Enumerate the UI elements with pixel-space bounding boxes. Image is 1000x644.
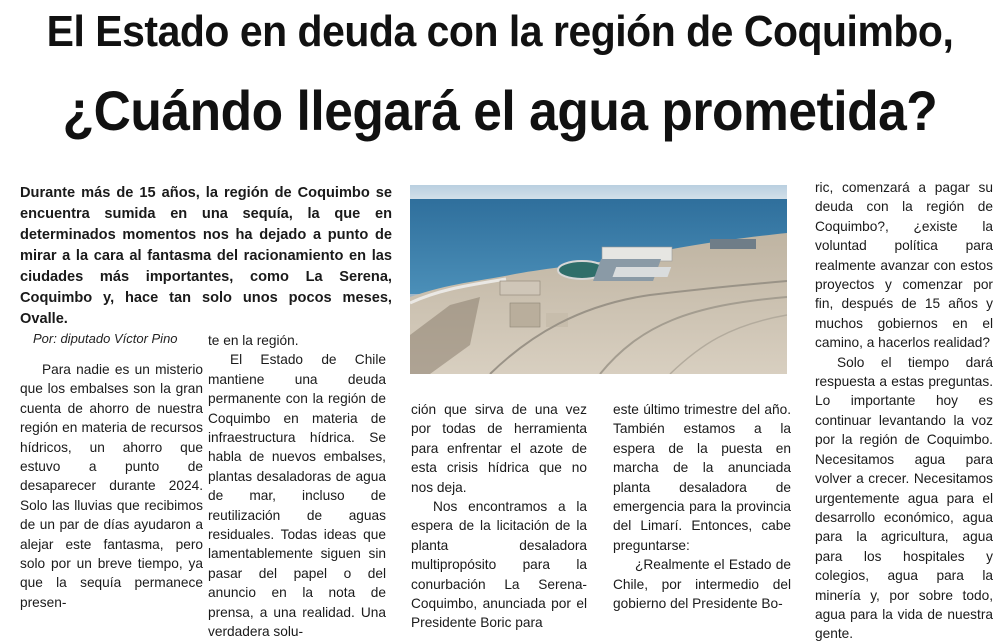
article-column-2	[208, 331, 386, 642]
headline-line-1: El Estado en deuda con la región de Coquimbo,	[46, 7, 954, 56]
article-column-5	[815, 178, 993, 644]
column-paragraph: Solo el tiempo dará respuesta a estas preguntas. Lo importante hoy es continuar levantando la voz por la región de Coquimbo. Necesitamos agua para volver a crecer. Necesitamos urgentemente agua para el desarrollo económico, agua para la agricultura, agua para los hospitales y colegios, agua para la minería y, por sobre todo, agua para la vida de nuestra gente.	[815, 354, 993, 642]
column-paragraph: te en la región.	[208, 333, 299, 348]
column-paragraph: El Estado de Chile mantiene una deuda permanente con la región de Coquimbo en materia de infraestructura hídrica. Se habla de nuevos embalses, plantas desaladoras de agua de mar, incluso de reutilización de aguas residuales. Todas ideas que lamentablemente siguen sin pasar del papel o del anuncio en la nota de prensa, a una realidad. Una verdadera solu-	[208, 352, 386, 640]
lead-paragraph: Durante más de 15 años, la región de Coquimbo se encuentra sumida en una sequía, la que en determinados momentos nos ha dejado a punto de mirar a la cara al fantasma del racionamiento en las ciudades más importantes, como La Serena, Coquimbo y, hace tan solo unos pocos meses, Ovalle.	[20, 185, 392, 327]
byline: Por: diputado Víctor Pino	[33, 331, 178, 346]
column-paragraph: ric, comenzará a pagar su deuda con la región de Coquimbo?, ¿existe la voluntad política para realmente avanzar con estos proyectos y comenzar por fin, después de 15 años y muchos gobiernos en el camino, a hacerlos realidad?	[815, 180, 993, 351]
aerial-photo-illustration	[410, 185, 787, 374]
desalination-plant-photo	[410, 185, 787, 374]
column-paragraph: este último trimestre del año. También estamos a la espera de la puesta en marcha de la anunciada planta desaladora de emergencia para la provincia del Limarí. Entonces, cabe preguntarse:	[613, 402, 791, 553]
article-column-4	[613, 400, 791, 613]
column-paragraph: Para nadie es un misterio que los embalses son la gran cuenta de ahorro de nuestra región en materia de recursos hídricos, un ahorro que estuvo a punto de desaparecer durante 2024. Solo las lluvias que recibimos de un par de días ayudaron a alejar este fantasma, pero solo por un breve tiempo, ya que la sequía permanece presen-	[20, 362, 203, 610]
headline-line-2: ¿Cuándo llegará el agua prometida?	[62, 79, 938, 142]
column-paragraph: ción que sirva de una vez por todas de herramienta para enfrentar el azote de esta crisis hídrica que no nos deja.	[411, 402, 587, 495]
article-column-3	[411, 400, 587, 633]
column-paragraph: Nos encontramos a la espera de la licitación de la planta desaladora multipropósito para la conurbación La Serena-Coquimbo, anunciada por el Presidente Boric para	[411, 499, 587, 631]
column-paragraph: ¿Realmente el Estado de Chile, por intermedio del gobierno del Presidente Bo-	[613, 557, 791, 612]
article-column-1	[20, 360, 203, 612]
